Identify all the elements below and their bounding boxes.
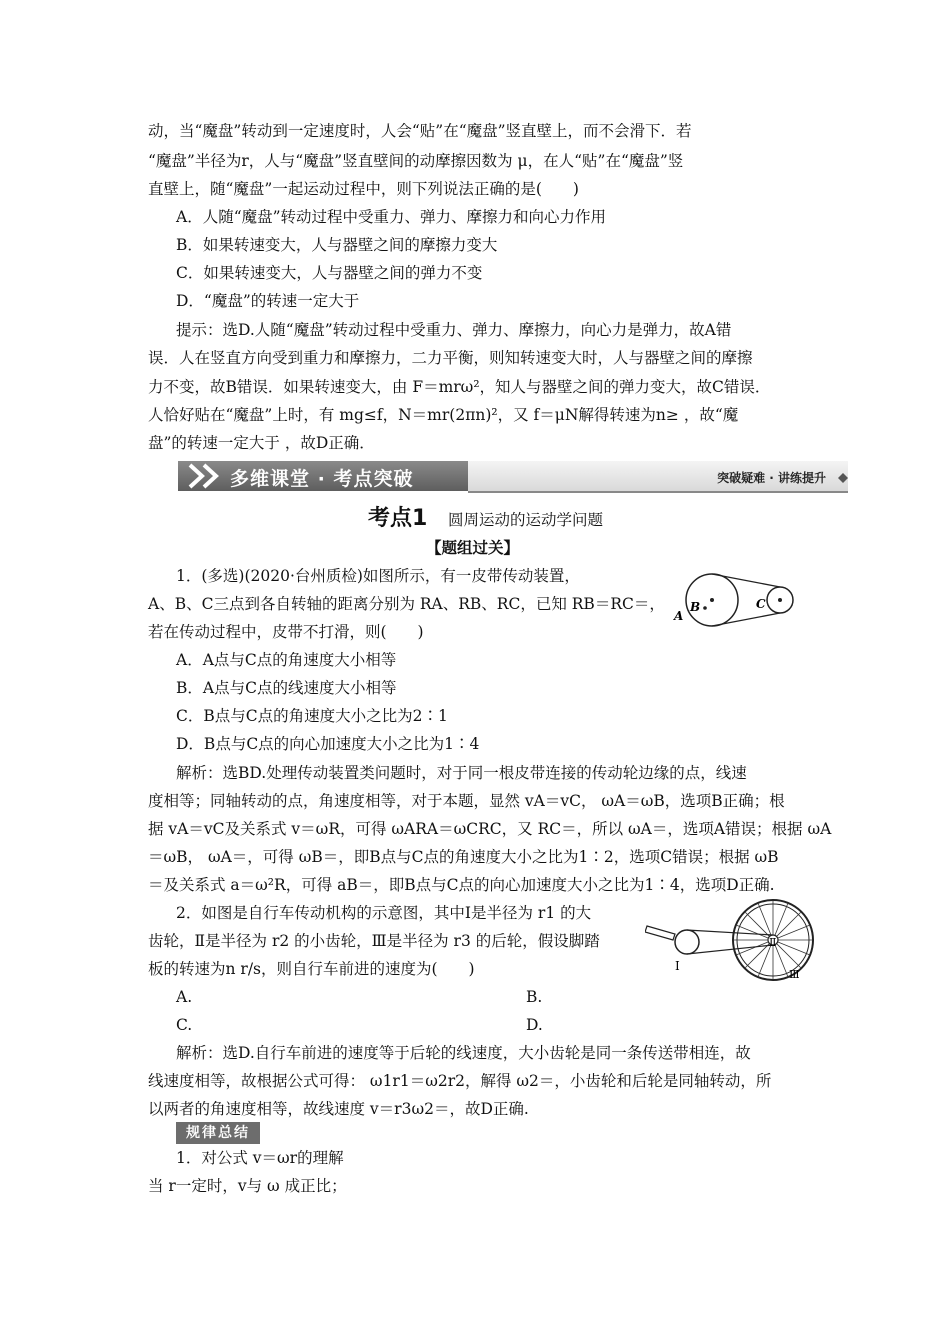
q2-line-2: 齿轮，Ⅱ是半径为 r2 的小齿轮，Ⅲ是半径为 r3 的后轮，假设脚踏	[148, 932, 600, 950]
fig1-label-b: B	[690, 600, 701, 614]
section-label: 考点1	[368, 506, 428, 531]
hint-line-3: 力不变，故B错误．如果转速变大，由 F＝mrω²，知人与器壁之间的弹力变大，故C错误．	[148, 378, 771, 396]
hint-line-2: 误．人在竖直方向受到重力和摩擦力，二力平衡，则知转速变大时，人与器壁之间的摩擦	[148, 349, 753, 367]
intro-option-c: C．如果转速变大，人与器壁之间的弹力不变	[176, 264, 483, 282]
section-title: 圆周运动的运动学问题	[448, 511, 604, 529]
chevron-icon	[184, 461, 234, 491]
q1-option-b: B．A点与C点的线速度大小相等	[176, 679, 397, 697]
q2-option-a: A.	[176, 988, 193, 1006]
q1-analysis-2: 度相等；同轴转动的点，角速度相等，对于本题，显然 vA＝vC， ωA＝ωB，选项B正确；根	[148, 792, 785, 810]
diamond-icon	[838, 473, 848, 483]
q2-option-c: C.	[176, 1016, 193, 1034]
q2-option-b: B.	[526, 988, 543, 1006]
fig1-label-a: A	[674, 609, 684, 623]
banner-title: 多维课堂 · 考点突破	[230, 468, 414, 490]
q1-option-a: A．A点与C点的角速度大小相等	[176, 651, 397, 669]
q2-line-1: 2．如图是自行车传动机构的示意图，其中Ⅰ是半径为 r1 的大	[176, 904, 592, 922]
q2-option-d: D.	[526, 1016, 543, 1034]
hint-line-4: 人恰好贴在“魔盘”上时，有 mg≤f，N＝mr(2πn)²，又 f＝μN解得转速为n≥ ，故“魔	[148, 406, 739, 424]
summary-line-2: 当 r一定时，v与 ω 成正比；	[148, 1177, 347, 1195]
summary-line-1: 1．对公式 v＝ωr的理解	[176, 1149, 344, 1167]
belt-drive-figure	[672, 566, 800, 628]
q2-analysis-3: 以两者的角速度相等，故线速度 v＝r3ω2＝，故D正确.	[148, 1100, 529, 1118]
q1-analysis-3: 据 vA＝vC及关系式 v＝ωR，可得 ωARA＝ωCRC，又 RC＝，所以 ωA＝，选项A错误；根据 ωA	[148, 820, 832, 838]
summary-tag: 规律总结	[176, 1122, 260, 1144]
q1-option-d: D．B点与C点的向心加速度大小之比为1∶4	[176, 735, 480, 753]
bicycle-drive-figure	[645, 896, 815, 986]
fig1-label-c: C	[756, 597, 766, 611]
hint-line-1: 提示：选D.人随“魔盘”转动过程中受重力、弹力、摩擦力，向心力是弹力，故A错	[176, 321, 732, 339]
q1-option-c: C．B点与C点的角速度大小之比为2∶1	[176, 707, 448, 725]
q1-line-1: 1．(多选)(2020·台州质检)如图所示，有一皮带传动装置，	[176, 567, 580, 585]
banner-subtitle: 突破疑难 · 讲练提升	[717, 471, 826, 485]
fig2-label-1: Ⅰ	[675, 959, 680, 973]
fig2-label-3: Ⅲ	[789, 968, 800, 981]
intro-line-1: 动，当“魔盘”转动到一定速度时，人会“贴”在“魔盘”竖直壁上，而不会滑下．若	[148, 122, 692, 140]
q2-line-3: 板的转速为n r/s，则自行车前进的速度为( )	[148, 960, 475, 978]
fig2-label-2: Ⅱ	[769, 936, 777, 949]
intro-line-2: “魔盘”半径为r，人与“魔盘”竖直壁间的动摩擦因数为 μ，在人“贴”在“魔盘”竖	[148, 152, 684, 170]
q1-line-2: A、B、C三点到各自转轴的距离分别为 RA、RB、RC，已知 RB＝RC＝，	[148, 595, 665, 613]
hint-line-5: 盘”的转速一定大于 ，故D正确．	[148, 434, 375, 452]
q2-analysis-1: 解析：选D.自行车前进的速度等于后轮的线速度，大小齿轮是同一条传送带相连，故	[176, 1044, 751, 1062]
q1-analysis-1: 解析：选BD.处理传动装置类问题时，对于同一根皮带连接的传动轮边缘的点，线速	[176, 764, 747, 782]
q1-analysis-4: ＝ωB， ωA＝，可得 ωB＝，即B点与C点的角速度大小之比为1∶2，选项C错误；根据 ωB	[148, 848, 779, 866]
intro-option-a: A．人随“魔盘”转动过程中受重力、弹力、摩擦力和向心力作用	[176, 208, 607, 226]
section-subheading: 【题组过关】	[426, 538, 520, 557]
intro-option-b: B．如果转速变大，人与器壁之间的摩擦力变大	[176, 236, 498, 254]
intro-line-3: 直壁上，随“魔盘”一起运动过程中，则下列说法正确的是( )	[148, 180, 579, 198]
q1-analysis-5: ＝及关系式 a＝ω²R，可得 aB＝，即B点与C点的向心加速度大小之比为1∶4，选项D正确.	[148, 876, 775, 894]
intro-option-d: D．“魔盘”的转速一定大于	[176, 292, 360, 310]
q2-analysis-2: 线速度相等，故根据公式可得： ω1r1＝ω2r2，解得 ω2＝，小齿轮和后轮是同轴转动，所	[148, 1072, 772, 1090]
q1-line-3: 若在传动过程中，皮带不打滑，则( )	[148, 623, 424, 641]
section-banner	[178, 461, 848, 491]
